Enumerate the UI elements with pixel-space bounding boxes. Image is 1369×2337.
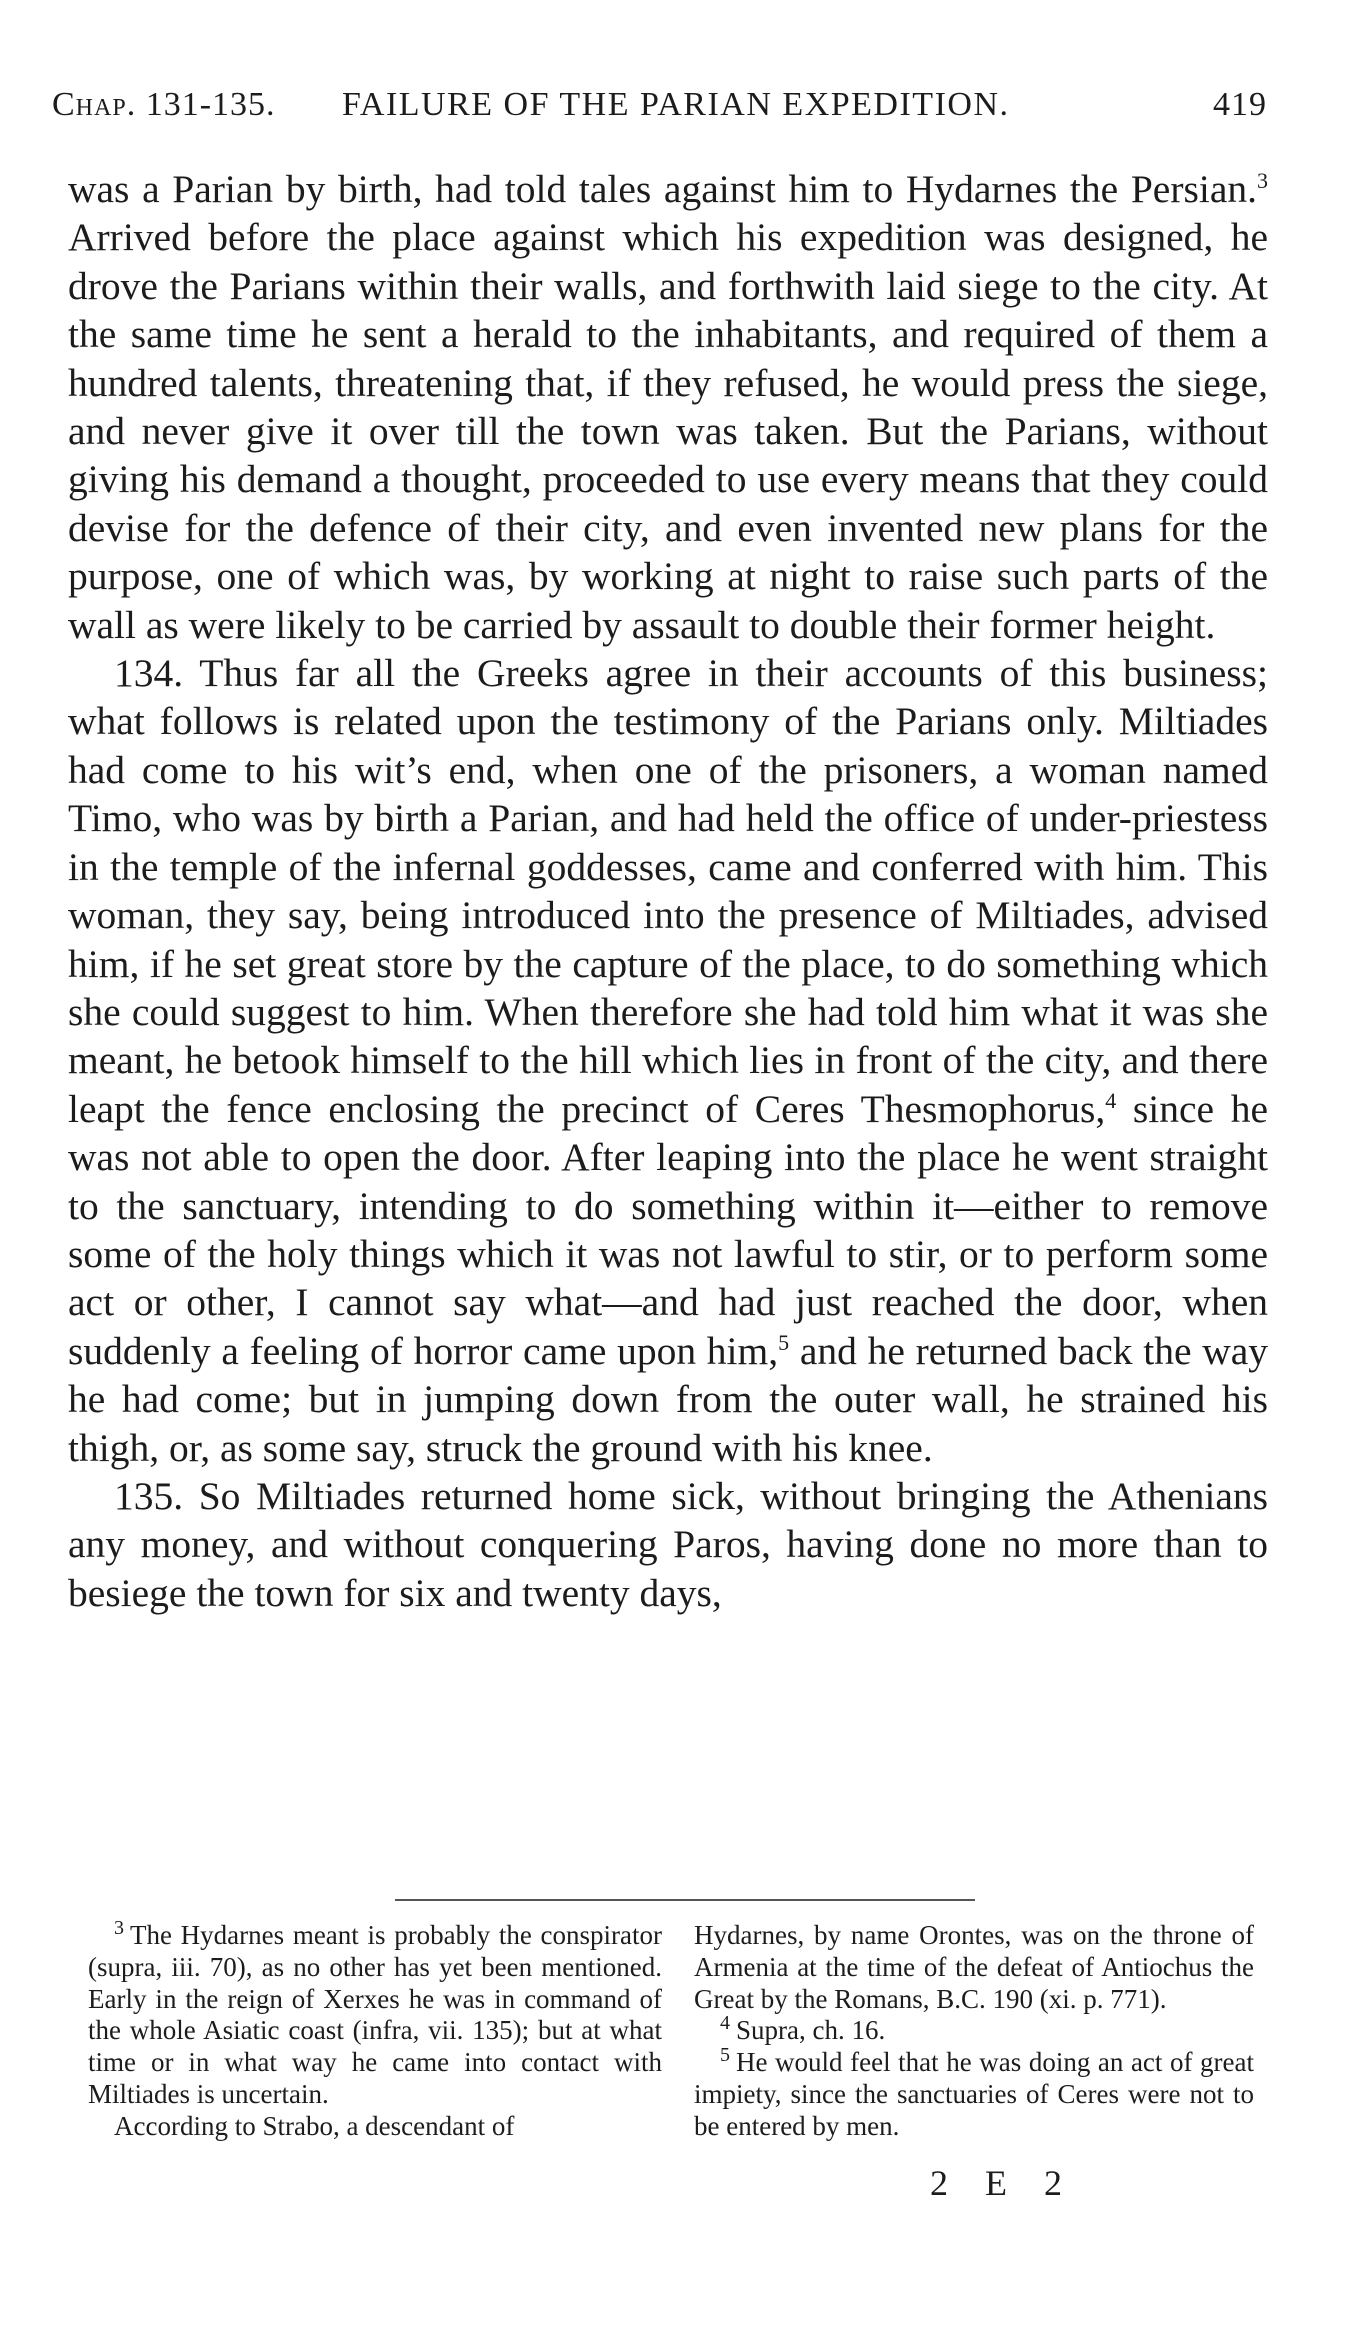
footnote-text: He would feel that he was doing an act of great impiety, since the sanctuaries of Ceres were not to be entered by men. xyxy=(694,2047,1254,2141)
footnotes-right-column xyxy=(694,1920,1254,2143)
footnote-ref-4: 4 xyxy=(1105,1087,1117,1113)
text-run: 135. So Miltiades returned home sick, without bringing the Athenians any money, and without conquering Paros, having done no more than to besiege the town for six and twenty days, xyxy=(68,1473,1268,1615)
footnote-marker: 5 xyxy=(720,2044,730,2067)
paragraph-continued xyxy=(68,165,1268,649)
footnote-3-end xyxy=(694,1920,1254,2015)
text-run: was a Parian by birth, had told tales against him to Hydarnes the Persian. xyxy=(68,167,1257,211)
footnote-text: Hydarnes, by name Orontes, was on the throne of Armenia at the time of the defeat of Antiochus the Great by the Romans, B.C. 190 (xi. p. 771). xyxy=(694,1920,1254,2014)
footnotes-left-column xyxy=(88,1917,662,2143)
footnote-marker: 4 xyxy=(720,2012,730,2035)
signature-mark: 2 E 2 xyxy=(930,2163,1076,2203)
footnote-5 xyxy=(694,2044,1254,2142)
footnote-ref-3: 3 xyxy=(1257,167,1268,193)
running-head xyxy=(52,86,1267,132)
footnote-text: Supra, ch. 16. xyxy=(736,2015,886,2046)
text-run: Arrived before the place against which his expedition was designed, he drove the Parians within their walls, and forthwith laid siege to the city. At the same time he sent a herald to the inhabitants, and required of them a hundred talents, threatening that, if they refused, he would press the siege, and never give it over till the town was taken. But the Parians, without giving his demand a thought, proceeded to use every means that they could devise for the defence of their city, and even invented new plans for the purpose, one of which was, by working at night to raise such parts of the wall as were likely to be carried by assault to double their former height. xyxy=(68,215,1268,647)
footnote-text: The Hydarnes meant is probably the conspirator (supra, iii. 70), as no other has yet been mentioned. Early in the reign of Xerxes he was in command of the whole Asiatic coast (infra, vii. 135); but at what time or in what way he came into contact with Miltiades is uncertain. xyxy=(88,1920,662,2109)
text-run: since he was not able to open the door. After leaping into the place he went straight to the sanctuary, intending to do something within it—either to remove some of the holy things which it was not lawful to stir, or to perform some act or other, I cannot say what—and had just reached the door, when suddenly a feeling of horror came upon him, xyxy=(68,1086,1268,1373)
paragraph-134 xyxy=(68,649,1268,1472)
paragraph-135 xyxy=(68,1472,1268,1617)
chapter-range: Chap. 131-135. xyxy=(52,86,276,123)
footnote-4 xyxy=(694,2012,1254,2047)
page-title: FAILURE OF THE PARIAN EXPEDITION. xyxy=(342,86,1010,123)
footnote-3 xyxy=(88,1917,662,2111)
footnote-3-continued xyxy=(88,2111,662,2143)
text-run: 134. Thus far all the Greeks agree in their accounts of this business; what follows is related upon the testimony of the Parians only. Miltiades had come to his wit’s end, when one of the prisoners, a woman named Timo, who was by birth a Parian, and had held the office of under-priestess in the temple of the infernal goddesses, came and conferred with him. This woman, they say, being introduced into the presence of Miltiades, advised him, if he set great store by the capture of the place, to do something which she could suggest to him. When therefore she had told him what it was she meant, he betook himself to the hill which lies in front of the city, and there leapt the fence enclosing the precinct of Ceres Thesmophorus, xyxy=(68,651,1268,1131)
page-number: 419 xyxy=(1213,86,1267,123)
footnote-text: According to Strabo, a descendant of xyxy=(114,2110,515,2141)
text-run: and he returned back the way he had come; but in jumping down from the outer wall, he strained his thigh, or, as some say, struck the ground with his knee. xyxy=(68,1328,1268,1470)
footnote-ref-5: 5 xyxy=(778,1329,790,1355)
footnote-rule xyxy=(395,1899,975,1901)
footnote-marker: 3 xyxy=(114,1917,124,1939)
body-text xyxy=(68,165,1268,1617)
